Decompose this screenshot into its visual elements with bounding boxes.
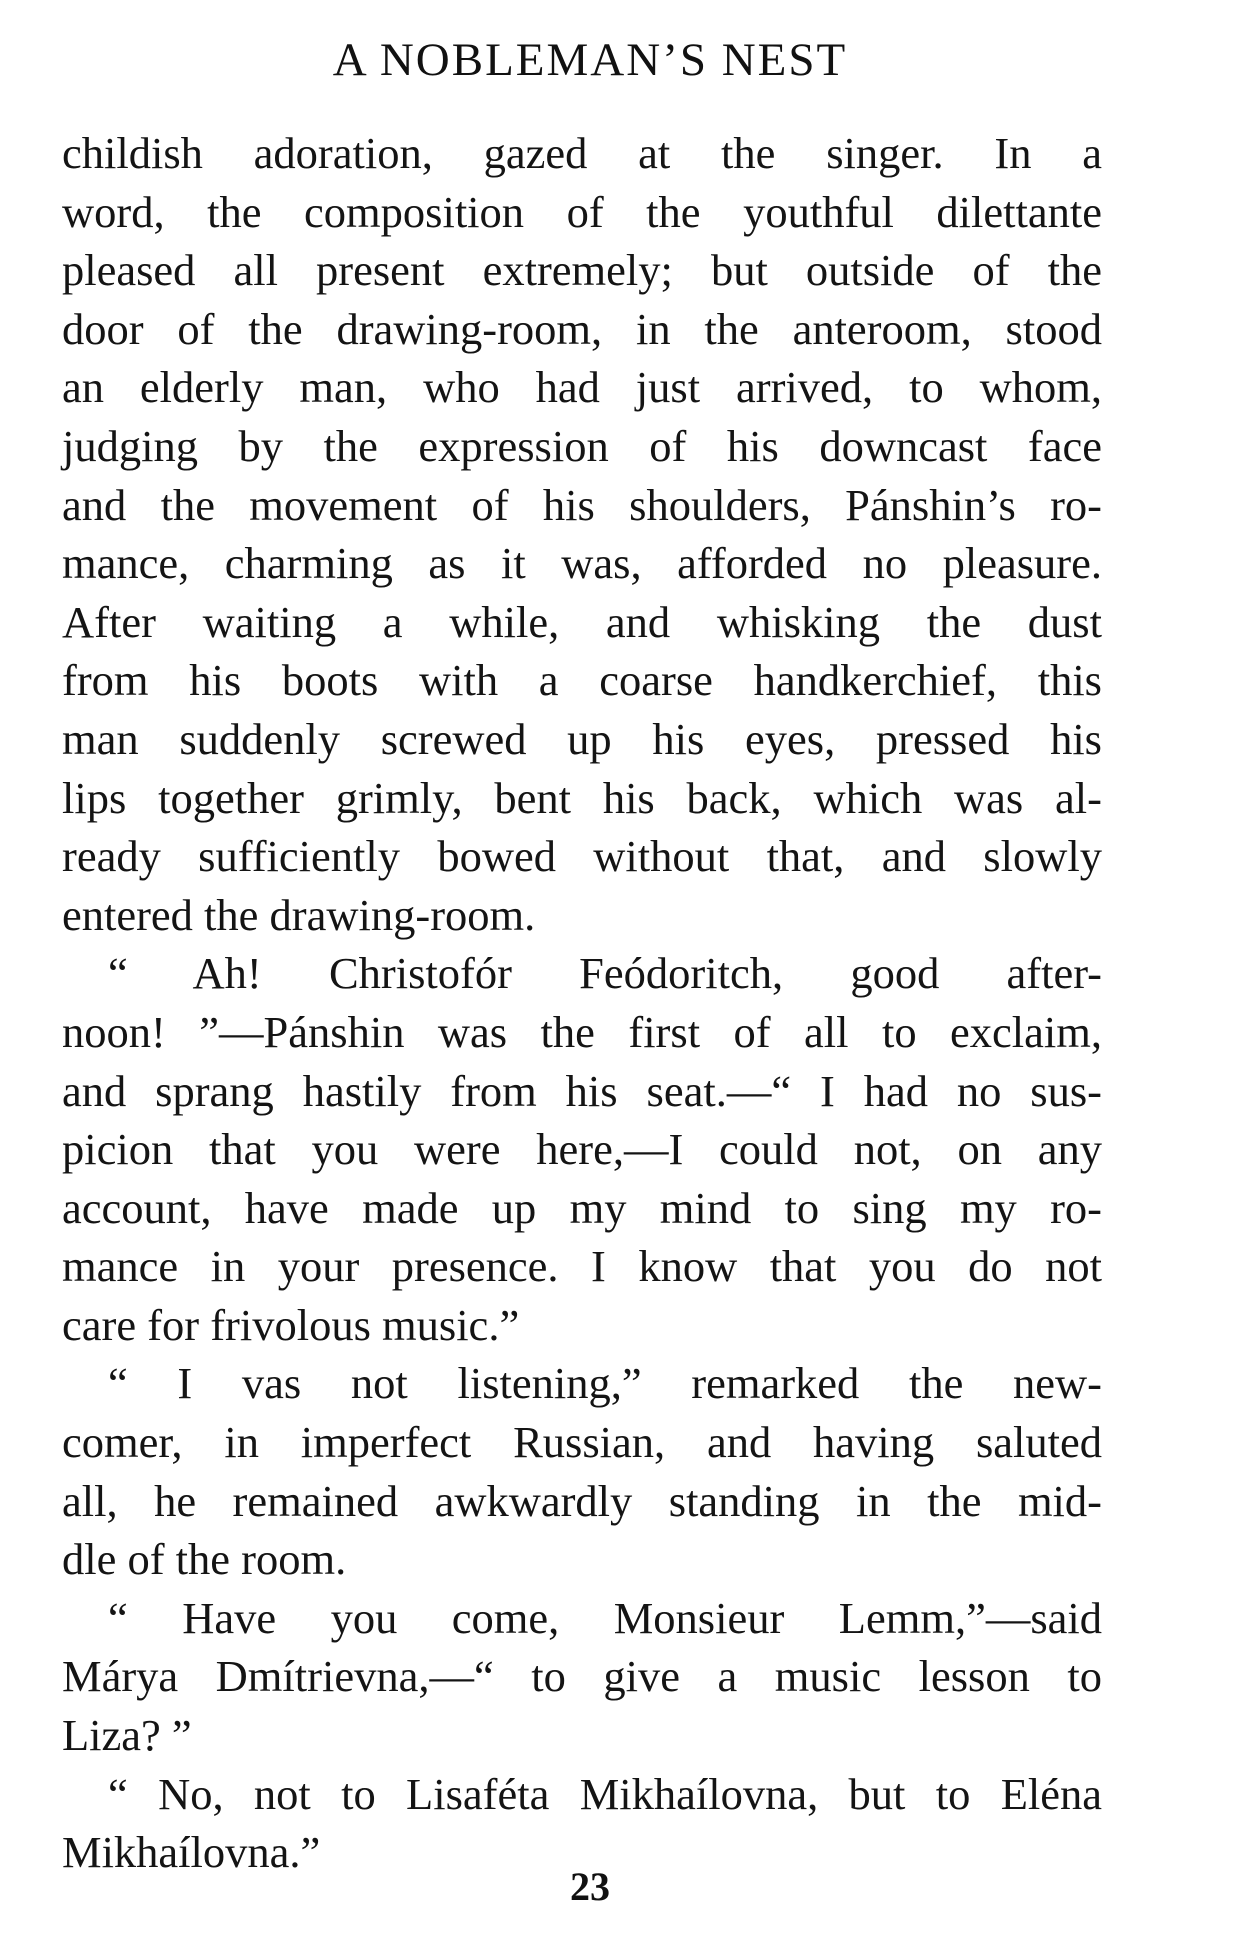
text-line: lips together grimly, bent his back, which was al- bbox=[62, 772, 1102, 823]
text-line: mance, charming as it was, afforded no pleasure. bbox=[62, 538, 1102, 589]
text-line: all, he remained awkwardly standing in the mid- bbox=[62, 1475, 1102, 1526]
text-line: noon! ”—Pánshin was the first of all to exclaim, bbox=[62, 1006, 1102, 1057]
text-line: “ Have you come, Monsieur Lemm,”—said bbox=[108, 1592, 1102, 1643]
text-line: dle of the room. bbox=[62, 1534, 347, 1585]
body-text bbox=[62, 124, 1102, 1882]
text-line: and sprang hastily from his seat.—“ I had no sus- bbox=[62, 1065, 1102, 1116]
text-line: entered the drawing-room. bbox=[62, 889, 536, 940]
text-line: Mikhaílovna.” bbox=[62, 1827, 321, 1878]
text-line: picion that you were here,—I could not, on any bbox=[62, 1124, 1102, 1175]
running-title: A NOBLEMAN’S NEST bbox=[332, 34, 848, 86]
text-line: Márya Dmítrievna,—“ to give a music lesson to bbox=[62, 1651, 1102, 1702]
text-line: an elderly man, who had just arrived, to whom, bbox=[62, 362, 1102, 413]
text-line: account, have made up my mind to sing my ro- bbox=[62, 1182, 1102, 1233]
text-line: door of the drawing-room, in the anteroom, stood bbox=[62, 303, 1102, 354]
text-line: “ I vas not listening,” remarked the new- bbox=[108, 1358, 1102, 1409]
text-line: “ Ah! Christofór Feódoritch, good after- bbox=[108, 948, 1102, 999]
text-line: “ No, not to Lisaféta Mikhaílovna, but to Eléna bbox=[108, 1768, 1102, 1819]
text-line: man suddenly screwed up his eyes, pressed his bbox=[62, 713, 1102, 764]
text-line: care for frivolous music.” bbox=[62, 1299, 520, 1350]
text-line: mance in your presence. I know that you do not bbox=[62, 1241, 1102, 1292]
text-line: After waiting a while, and whisking the dust bbox=[62, 596, 1102, 647]
text-line: word, the composition of the youthful dilettante bbox=[62, 186, 1102, 237]
text-line: childish adoration, gazed at the singer. In a bbox=[62, 128, 1102, 178]
page-number: 23 bbox=[570, 1864, 610, 1909]
text-line: pleased all present extremely; but outside of the bbox=[62, 245, 1102, 296]
text-line: comer, in imperfect Russian, and having saluted bbox=[62, 1417, 1102, 1468]
text-line: judging by the expression of his downcast face bbox=[62, 420, 1102, 471]
text-line: and the movement of his shoulders, Pánshin’s ro- bbox=[62, 479, 1102, 530]
text-line: from his boots with a coarse handkerchief, this bbox=[62, 655, 1102, 706]
text-line: ready sufficiently bowed without that, and slowly bbox=[62, 831, 1102, 882]
text-line: Liza? ” bbox=[62, 1710, 192, 1761]
